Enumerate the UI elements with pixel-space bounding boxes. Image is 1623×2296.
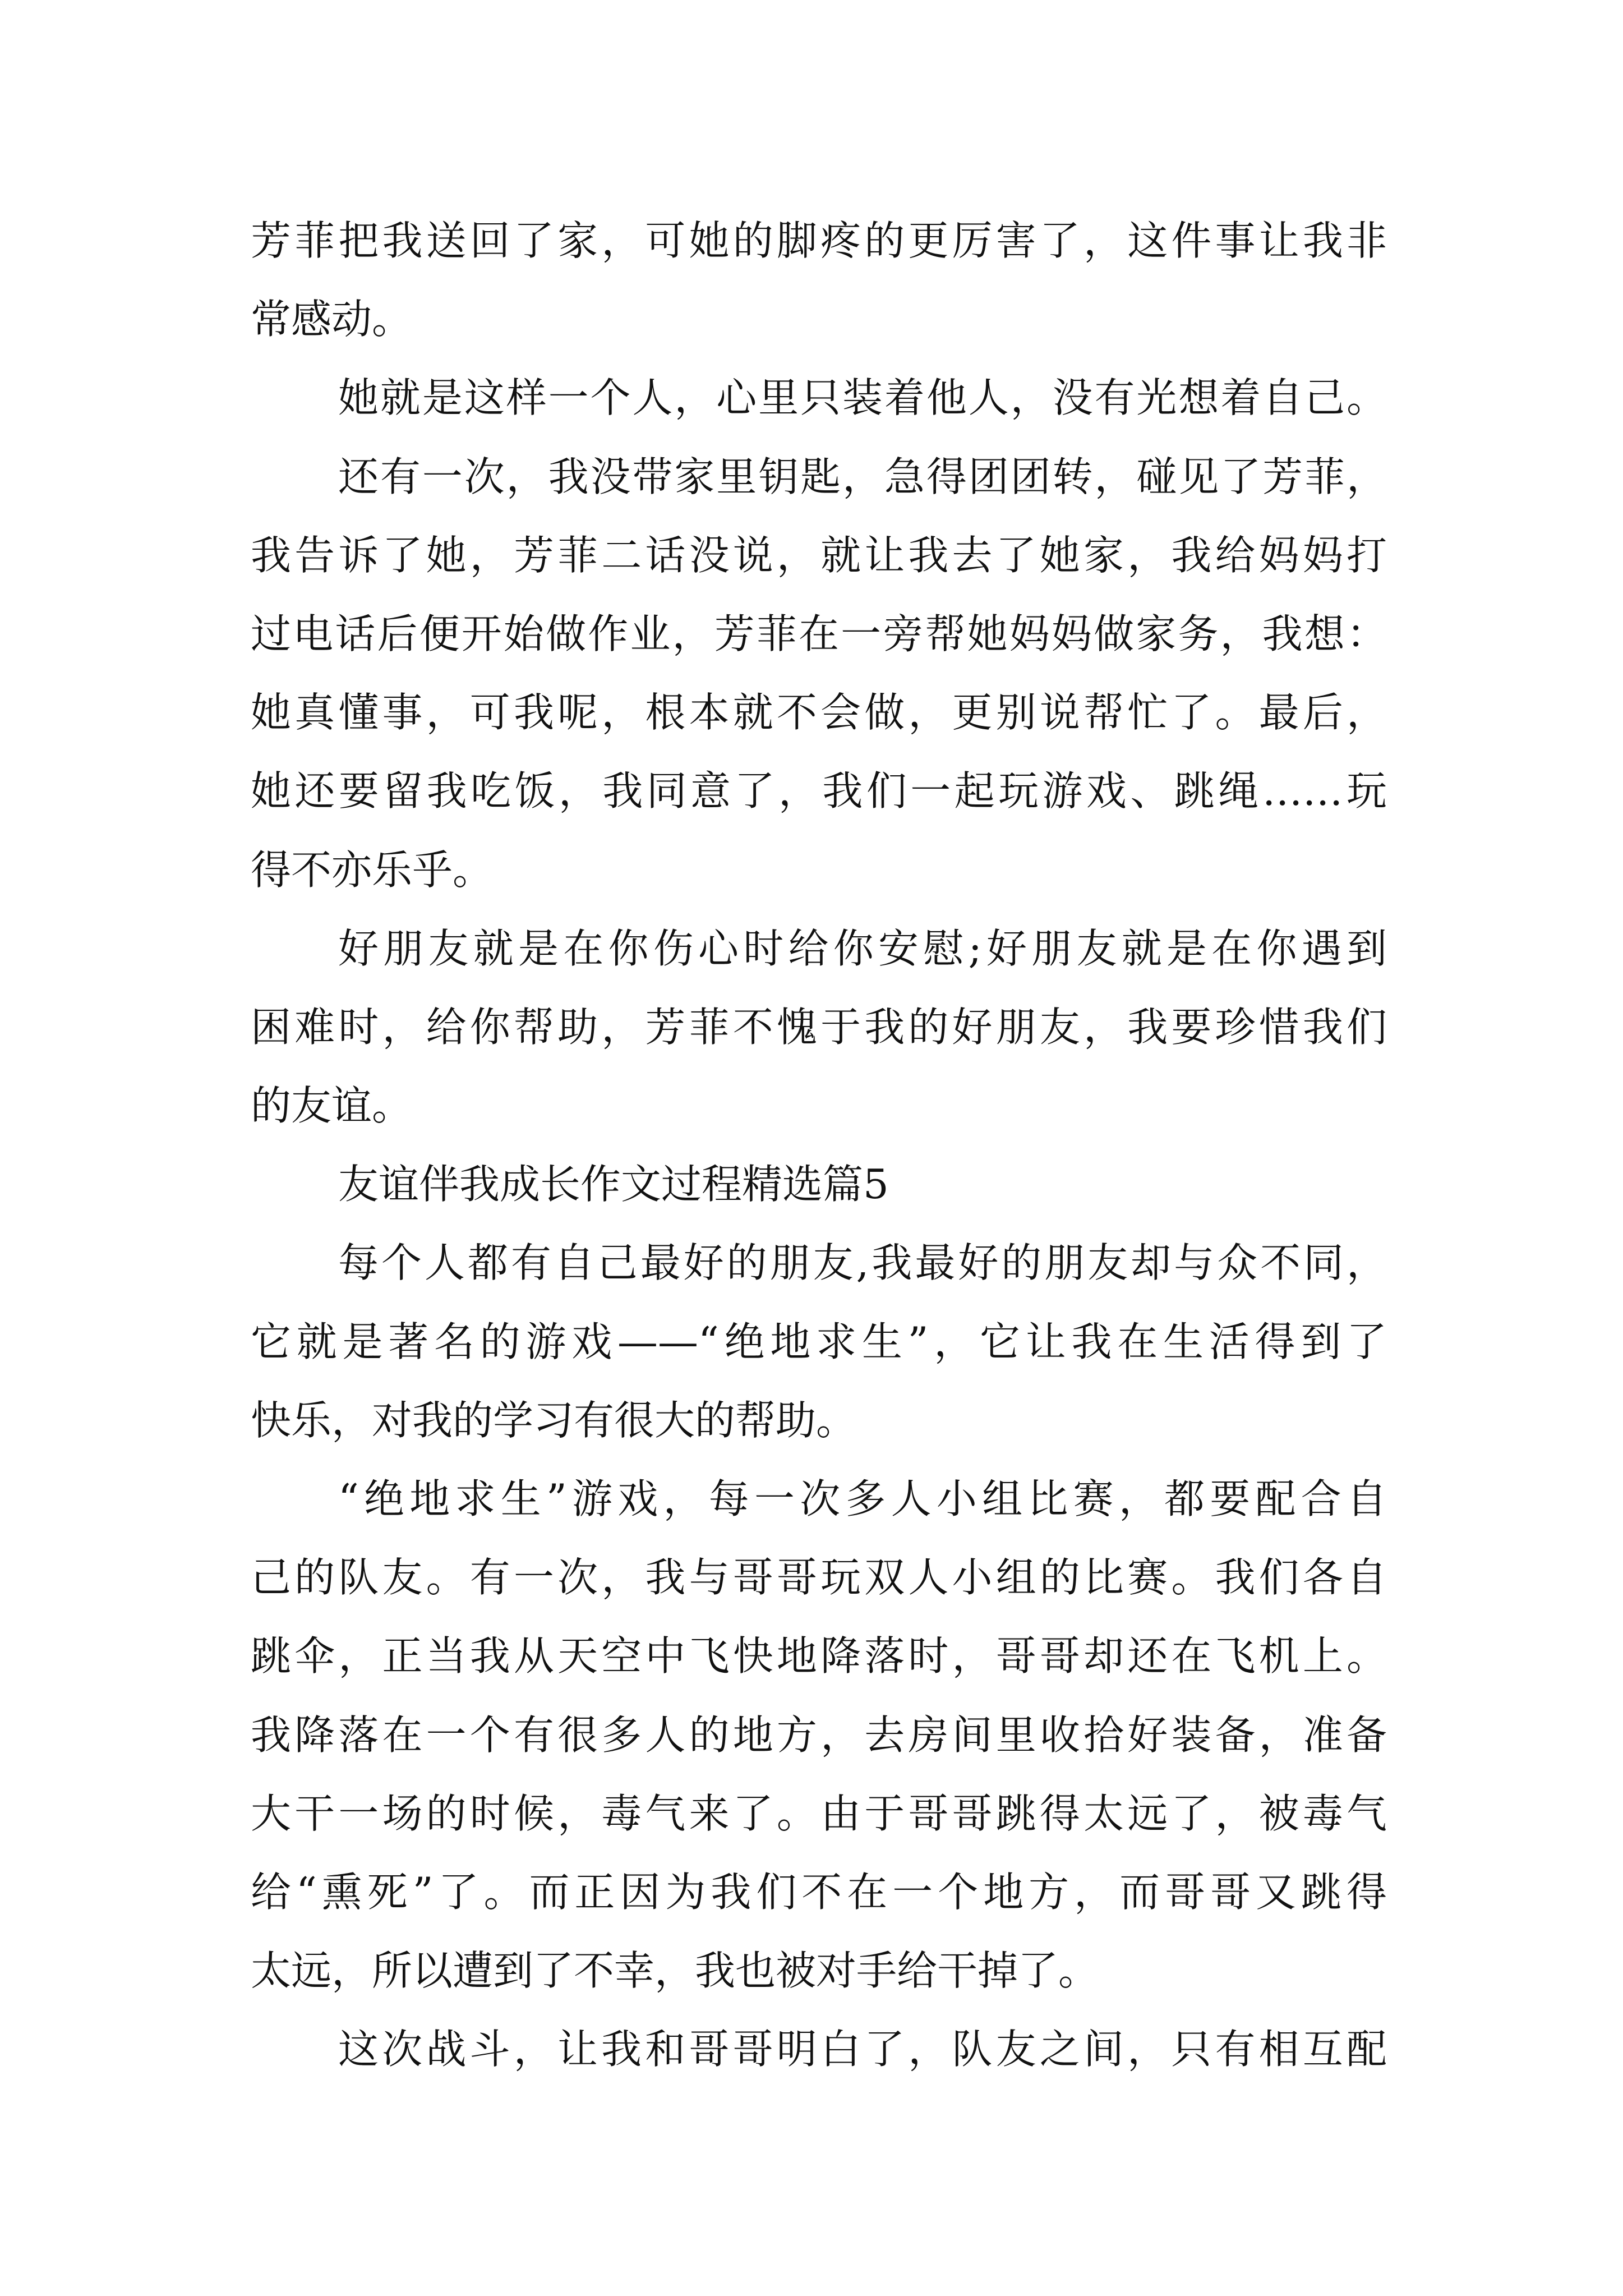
paragraph-line: 我降落在一个有很多人的地方，去房间里收拾好装备，准备 [251, 1711, 1387, 1759]
paragraph-line: 这次战斗，让我和哥哥明白了，队友之间，只有相互配 [338, 2026, 1387, 2073]
paragraph-line: 的友谊。 [251, 1082, 413, 1130]
paragraph [251, 909, 1387, 1145]
paragraph-line: 过电话后便开始做作业，芳菲在一旁帮她妈妈做家务，我想： [251, 610, 1387, 657]
paragraph-line: 大干一场的时候，毒气来了。由于哥哥跳得太远了，被毒气 [251, 1789, 1387, 1837]
paragraph-line: 还有一次，我没带家里钥匙，急得团团转，碰见了芳菲， [338, 453, 1387, 500]
paragraph [251, 1460, 1387, 2010]
paragraph-line: 它就是著名的游戏——“绝地求生”，它让我在生活得到了 [251, 1318, 1387, 1365]
paragraph-line: 她真懂事，可我呢，根本就不会做，更别说帮忙了。最后， [251, 689, 1387, 737]
paragraph [251, 1223, 1387, 1460]
paragraph-line: “绝地求生”游戏，每一次多人小组比赛，都要配合自 [338, 1475, 1387, 1522]
section-heading-text: 友谊伴我成长作文过程精选篇5 [338, 1161, 889, 1208]
section-heading [251, 1145, 1387, 1223]
paragraph-line: 她还要留我吃饭，我同意了，我们一起玩游戏、跳绳……玩 [251, 767, 1387, 815]
paragraph-line: 芳菲把我送回了家，可她的脚疼的更厉害了，这件事让我非 [251, 217, 1387, 264]
paragraph-line: 她就是这样一个人，心里只装着他人，没有光想着自己。 [338, 374, 1387, 422]
paragraph-line: 常感动。 [251, 296, 413, 343]
paragraph-line: 己的队友。有一次，我与哥哥玩双人小组的比赛。我们各自 [251, 1554, 1387, 1602]
paragraph-line: 快乐，对我的学习有很大的帮助。 [251, 1396, 857, 1444]
paragraph-line: 太远，所以遭到了不幸，我也被对手给干掉了。 [251, 1947, 1099, 1995]
paragraph [251, 358, 1387, 437]
paragraph [251, 2010, 1387, 2088]
paragraph-line: 每个人都有自己最好的朋友,我最好的朋友却与众不同， [338, 1239, 1387, 1287]
paragraph-line: 好朋友就是在你伤心时给你安慰;好朋友就是在你遇到 [338, 924, 1387, 972]
paragraph-line: 我告诉了她，芳菲二话没说，就让我去了她家，我给妈妈打 [251, 531, 1387, 579]
paragraph-line: 得不亦乐乎。 [251, 846, 494, 894]
body-text [251, 201, 1387, 2089]
paragraph-line: 困难时，给你帮助，芳菲不愧于我的好朋友，我要珍惜我们 [251, 1003, 1387, 1051]
paragraph-line: 给“熏死”了。而正因为我们不在一个地方，而哥哥又跳得 [251, 1868, 1387, 1916]
paragraph [251, 201, 1387, 358]
paragraph [251, 438, 1387, 909]
paragraph-line: 跳伞，正当我从天空中飞快地降落时，哥哥却还在飞机上。 [251, 1632, 1387, 1680]
